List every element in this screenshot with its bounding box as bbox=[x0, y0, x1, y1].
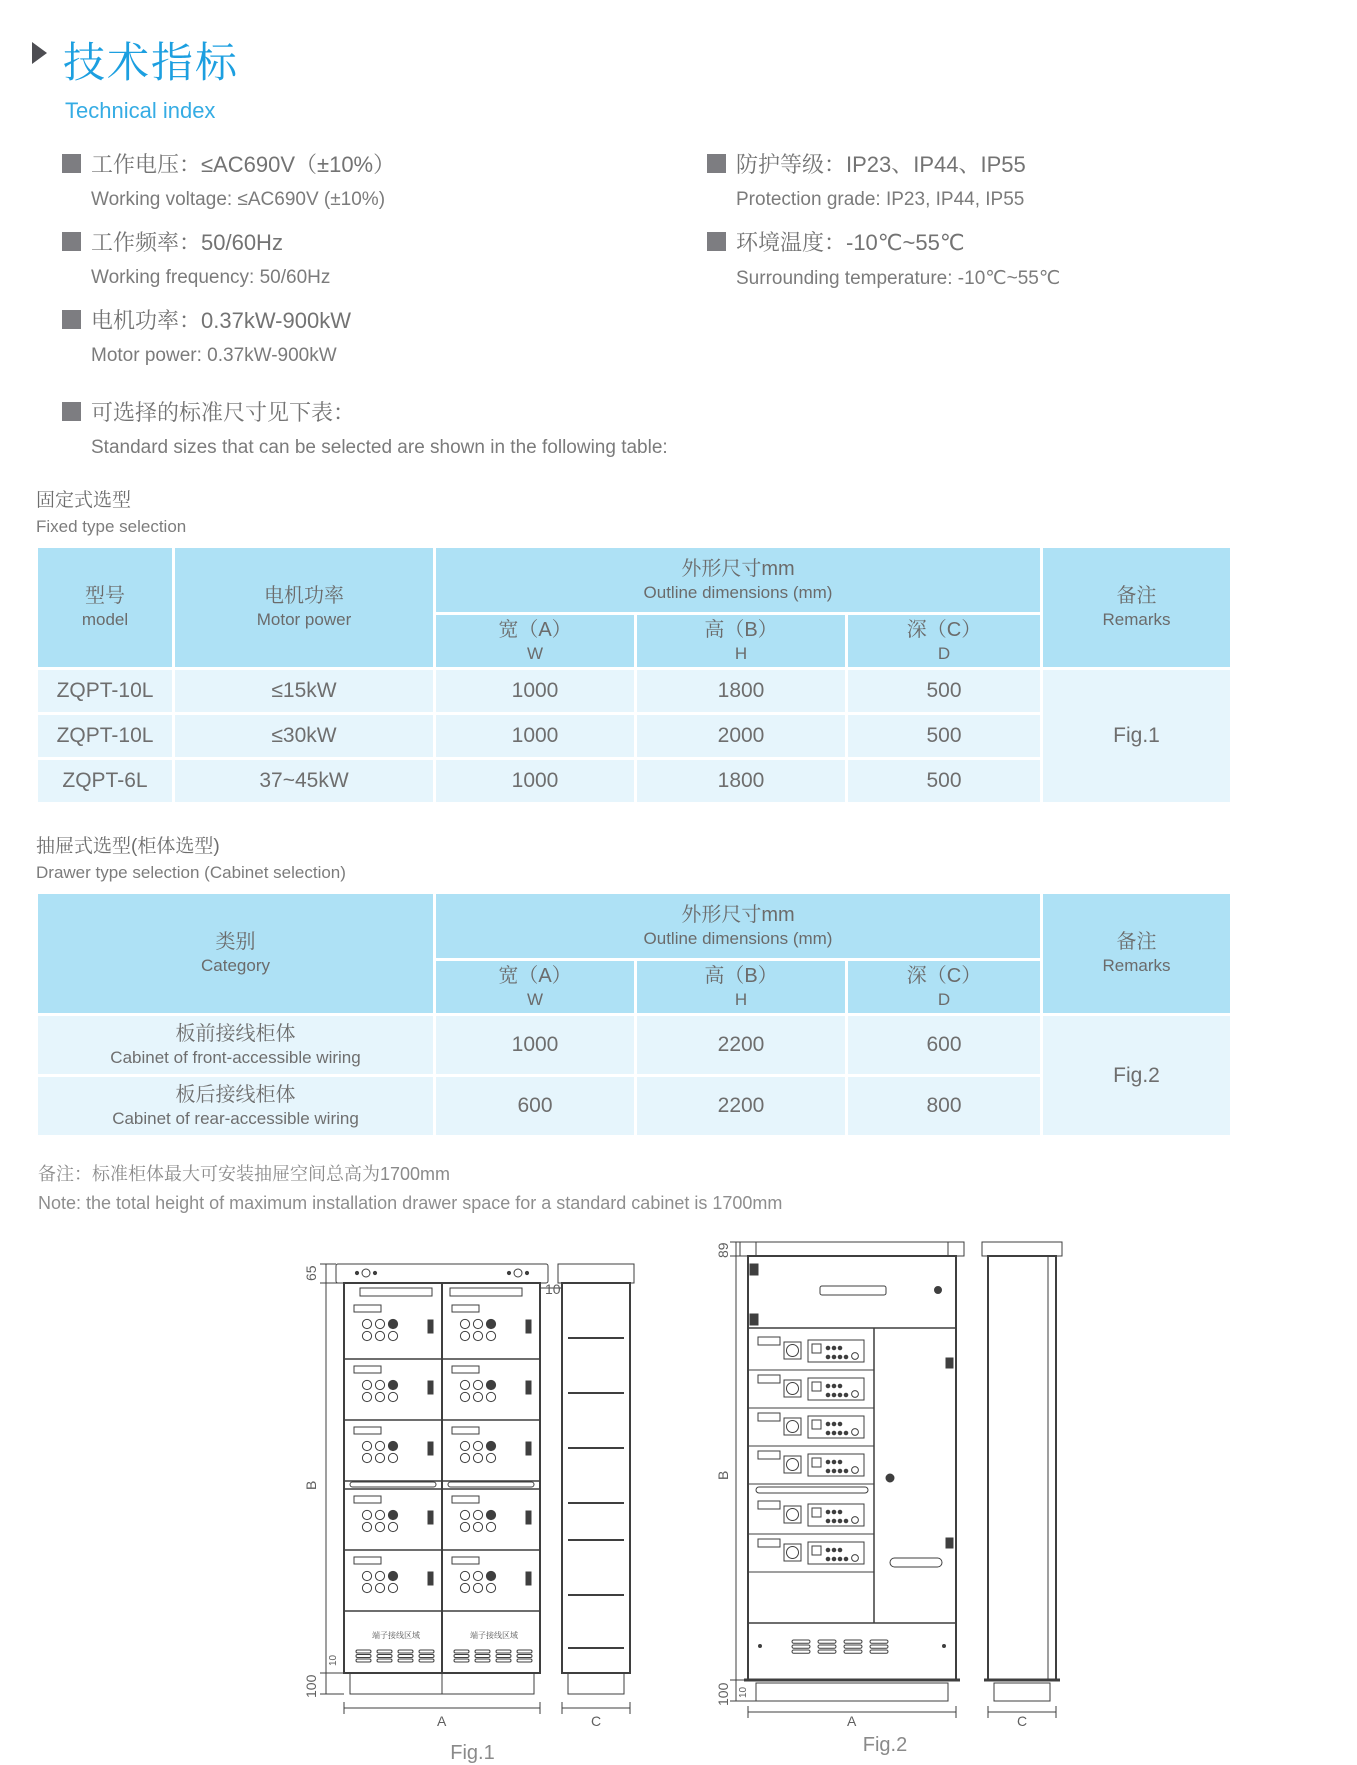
cell-remark: Fig.2 bbox=[1043, 1016, 1230, 1135]
page-subtitle: Technical index bbox=[65, 98, 216, 123]
col-header-depth: 深（C） D bbox=[848, 961, 1040, 1013]
table-row bbox=[38, 670, 1230, 712]
fig2-dim-top: 89 bbox=[715, 1242, 731, 1258]
cell-model: ZQPT-10L bbox=[38, 715, 172, 757]
bullet-square-icon bbox=[62, 310, 81, 329]
spec-motor-power bbox=[62, 302, 707, 367]
bullet-square-icon bbox=[62, 232, 81, 251]
spec-cn-text: 环境温度：-10℃~55℃ bbox=[736, 229, 965, 255]
fig2-dim-height: B bbox=[715, 1470, 731, 1480]
fig1-dim-bottom-inner: 10 bbox=[328, 1654, 339, 1666]
cell-width: 1000 bbox=[436, 670, 634, 712]
col-header-category: 类别 Category bbox=[38, 894, 433, 1013]
col-header-width: 宽（A） W bbox=[436, 961, 634, 1013]
fig1-dim-bottom: 100 bbox=[303, 1674, 319, 1698]
spec-en-text: Working frequency: 50/60Hz bbox=[91, 267, 331, 288]
fig2-dim-bottom-inner: 10 bbox=[738, 1686, 749, 1698]
cell-depth: 500 bbox=[848, 715, 1040, 757]
spec-standard-sizes bbox=[62, 394, 1317, 459]
col-header-remarks: 备注 Remarks bbox=[1043, 894, 1230, 1013]
spec-cn-text: 工作频率：50/60Hz bbox=[91, 229, 283, 255]
spec-en-text: Protection grade: IP23, IP44, IP55 bbox=[736, 189, 1025, 210]
section-label-cn: 抽屉式选型(柜体选型) bbox=[36, 836, 220, 857]
fig2-caption: Fig.2 bbox=[862, 1734, 908, 1756]
cell-category: 板后接线柜体 Cabinet of rear-accessible wiring bbox=[38, 1077, 433, 1135]
section-arrow-icon bbox=[32, 42, 47, 64]
cell-height: 2000 bbox=[637, 715, 845, 757]
spec-cn-text: 可选择的标准尺寸见下表： bbox=[91, 399, 356, 425]
fig1-caption: Fig.1 bbox=[450, 1742, 495, 1764]
spec-en-text: Working voltage: ≤AC690V (±10%) bbox=[91, 189, 386, 210]
drawer-table-section-label bbox=[36, 831, 1357, 883]
cell-power: 37~45kW bbox=[175, 760, 433, 802]
bullet-square-icon bbox=[62, 154, 81, 173]
cell-depth: 500 bbox=[848, 760, 1040, 802]
table-note bbox=[38, 1160, 1357, 1214]
cell-category: 板前接线柜体 Cabinet of front-accessible wiring bbox=[38, 1016, 433, 1074]
col-header-width: 宽（A） W bbox=[436, 615, 634, 667]
cell-width: 1000 bbox=[436, 1016, 634, 1074]
col-header-height: 高（B） H bbox=[637, 615, 845, 667]
cabinet-front-view bbox=[740, 1242, 964, 1701]
cell-width: 1000 bbox=[436, 760, 634, 802]
col-header-motor-power: 电机功率 Motor power bbox=[175, 548, 433, 667]
fig2-drawing bbox=[700, 1228, 1070, 1728]
spec-protection-grade bbox=[707, 146, 1317, 211]
cell-power: ≤15kW bbox=[175, 670, 433, 712]
fig1-terminal-area-label: 端子接线区域 bbox=[470, 1631, 518, 1640]
figure-2 bbox=[700, 1228, 1070, 1765]
spec-cn-text: 防护等级：IP23、IP44、IP55 bbox=[736, 151, 1026, 177]
col-header-outline-dimensions: 外形尺寸mm Outline dimensions (mm) bbox=[436, 894, 1040, 958]
table-row bbox=[38, 1016, 1230, 1074]
spec-en-text: Standard sizes that can be selected are shown in the following table: bbox=[91, 437, 668, 458]
spec-working-frequency bbox=[62, 224, 707, 289]
cell-remark: Fig.1 bbox=[1043, 670, 1230, 802]
cell-depth: 800 bbox=[848, 1077, 1040, 1135]
figures bbox=[300, 1228, 1357, 1765]
fig1-dim-top-right: 10 bbox=[545, 1281, 561, 1297]
cell-depth: 500 bbox=[848, 670, 1040, 712]
page-header bbox=[0, 0, 1357, 124]
fig1-dim-width: A bbox=[437, 1713, 447, 1729]
fig2-dim-depth: C bbox=[1017, 1713, 1028, 1728]
spec-surrounding-temperature bbox=[707, 224, 1317, 290]
col-header-model: 型号 model bbox=[38, 548, 172, 667]
cell-width: 600 bbox=[436, 1077, 634, 1135]
fig1-drawing bbox=[300, 1248, 645, 1736]
cell-depth: 600 bbox=[848, 1016, 1040, 1074]
fig2-dim-width: A bbox=[847, 1713, 857, 1728]
bullet-square-icon bbox=[62, 402, 81, 421]
col-header-remarks: 备注 Remarks bbox=[1043, 548, 1230, 667]
fixed-type-table bbox=[35, 545, 1233, 805]
cell-height: 2200 bbox=[637, 1016, 845, 1074]
cabinet-side-view bbox=[982, 1242, 1062, 1701]
col-header-outline-dimensions: 外形尺寸mm Outline dimensions (mm) bbox=[436, 548, 1040, 612]
spec-en-text: Surrounding temperature: -10℃~55℃ bbox=[736, 268, 1061, 289]
fig1-dim-top: 65 bbox=[303, 1265, 319, 1281]
section-label-en: Fixed type selection bbox=[36, 517, 187, 536]
cell-width: 1000 bbox=[436, 715, 634, 757]
cabinet-side-view bbox=[558, 1264, 634, 1694]
drawer-type-table bbox=[35, 891, 1233, 1138]
section-label-en: Drawer type selection (Cabinet selection) bbox=[36, 863, 346, 882]
cell-height: 2200 bbox=[637, 1077, 845, 1135]
spec-cn-text: 工作电压：≤AC690V（±10%） bbox=[91, 151, 396, 177]
cell-power: ≤30kW bbox=[175, 715, 433, 757]
fig1-dim-height: B bbox=[303, 1480, 319, 1490]
fig1-terminal-area-label: 端子接线区域 bbox=[372, 1631, 420, 1640]
note-cn: 备注：标准柜体最大可安装抽屉空间总高为1700mm bbox=[38, 1164, 451, 1184]
spec-working-voltage bbox=[62, 146, 707, 211]
cell-height: 1800 bbox=[637, 670, 845, 712]
cell-model: ZQPT-6L bbox=[38, 760, 172, 802]
col-header-depth: 深（C） D bbox=[848, 615, 1040, 667]
spec-list bbox=[62, 146, 1317, 380]
figure-1 bbox=[300, 1248, 645, 1765]
page-title: 技术指标 bbox=[63, 39, 240, 86]
cabinet-front-view bbox=[336, 1264, 548, 1694]
col-header-height: 高（B） H bbox=[637, 961, 845, 1013]
section-label-cn: 固定式选型 bbox=[36, 490, 132, 511]
cell-model: ZQPT-10L bbox=[38, 670, 172, 712]
fig1-dim-depth: C bbox=[591, 1713, 602, 1729]
cell-height: 1800 bbox=[637, 760, 845, 802]
bullet-square-icon bbox=[707, 154, 726, 173]
bullet-square-icon bbox=[707, 232, 726, 251]
fixed-table-section-label bbox=[36, 485, 1357, 537]
fig2-dim-bottom: 100 bbox=[715, 1682, 731, 1706]
spec-en-text: Motor power: 0.37kW-900kW bbox=[91, 345, 337, 366]
spec-cn-text: 电机功率：0.37kW-900kW bbox=[91, 307, 351, 333]
note-en: Note: the total height of maximum installation drawer space for a standard cabinet is 1700mm bbox=[38, 1193, 783, 1213]
